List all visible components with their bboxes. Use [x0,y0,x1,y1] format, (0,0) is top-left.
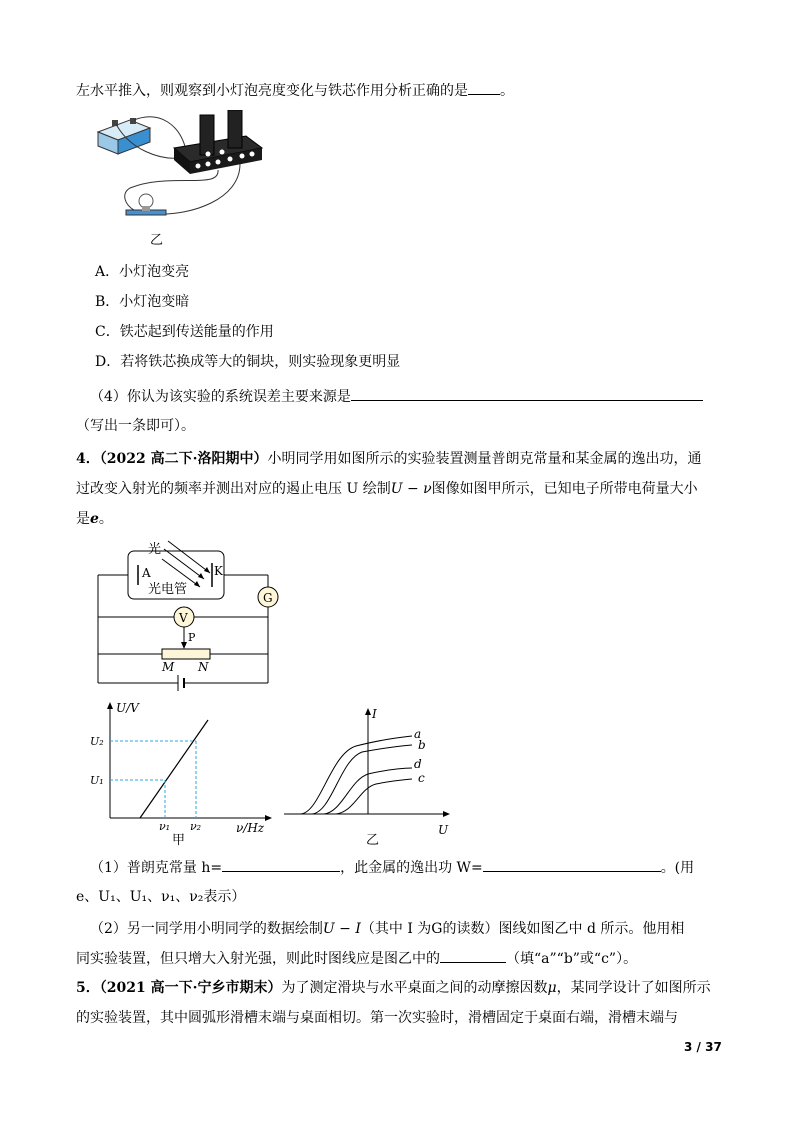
q4-stem-line1: 4．（2022 高二下·洛阳期中）小明同学用如图所示的实验装置测量普朗克常量和某金属的逸出功，通 [76,451,702,467]
graph-jia-tick-v1: ν₁ [159,820,171,833]
q4-sub2-blank[interactable] [440,948,506,963]
slider-label: P [188,631,196,644]
q4-sub1: （1）普朗克常量 h= ，此金属的逸出功 W= 。(用 [90,857,694,878]
graph-jia-tick-u1: U₁ [90,774,104,787]
graph-yi [280,704,460,854]
q3-option-a[interactable]: A．小灯泡变亮 [95,264,190,280]
q3-figure-caption: 乙 [150,233,164,248]
q5-stem-line1: 5．（2021 高一下·宁乡市期末）为了测定滑块与水平桌面之间的动摩擦因数μ，某同学设计了如图所示 [76,980,711,996]
q3-transformer-figure [90,110,290,250]
q4-work-function-blank[interactable] [483,857,661,872]
graph-yi-ylabel: I [372,707,377,721]
q3-stem-tail: 左水平推入，则观察到小灯泡亮度变化与铁芯作用分析正确的是 。 [76,80,514,101]
rheostat-end-n: N [198,660,209,674]
graph-jia-caption: 甲 [172,833,186,848]
graph-jia-ylabel: U/V [116,701,139,715]
voltmeter-label: V [179,611,188,625]
q4-planck-blank[interactable] [222,857,340,872]
graph-jia [88,700,288,850]
graph-jia-xlabel: ν/Hz [236,821,265,835]
q3-answer-blank[interactable] [468,80,500,95]
galvanometer-label: G [263,591,273,605]
q3-sub4-note: （写出一条即可）。 [76,418,195,434]
circuit-anode-label: A [142,566,151,580]
q3-option-b[interactable]: B．小灯泡变暗 [95,294,190,310]
q4-sub1-line2: e、U₁、U₁、ν₁、ν₂表示） [76,889,246,905]
q3-option-c[interactable]: C．铁芯起到传送能量的作用 [95,324,274,340]
q3-sub4: （4）你认为该实验的系统误差主要来源是 [90,386,703,407]
q4-sub2-line2: 同实验装置，但只增大入射光强，则此时图线应是图乙中的 （填“a”“b”或“c”）。 [76,948,637,969]
q4-stem-line3: 是e。 [76,511,113,527]
q3-option-d[interactable]: D．若将铁芯换成等大的铜块，则实验现象更明显 [95,354,401,370]
graph-jia-tick-v2: ν₂ [190,820,202,833]
graph-jia-line [140,720,208,818]
curve-label-b: b [418,738,426,752]
curve-a [300,736,412,814]
curve-label-a: a [414,727,422,741]
q5-stem-line2: 的实验装置，其中圆弧形滑槽末端与桌面相切。第一次实验时，滑槽固定于桌面右端，滑槽末端与 [76,1010,678,1026]
q4-circuit-diagram [92,535,292,695]
curve-label-c: c [418,771,425,785]
curve-label-d: d [414,757,422,771]
graph-yi-xlabel: U [438,823,449,837]
circuit-light-label: 光 [148,542,162,557]
page-number: 3 / 37 [684,1040,722,1054]
curve-c [336,779,412,814]
graph-jia-tick-u2: U₂ [90,735,104,748]
circuit-tube-label: 光电管 [148,582,188,597]
curve-b [312,745,412,814]
q4-stem-line2: 过改变入射光的频率并测出对应的遏止电压 U 绘制U − ν图像如图甲所示，已知电子所带电荷量大小 [76,481,698,497]
circuit-cathode-label: K [214,564,223,578]
graph-yi-caption: 乙 [366,833,380,848]
q4-sub2: （2）另一同学用小明同学的数据绘制U − I（其中 I 为G的读数）图线如图乙中 d 所示。他用相 [90,921,685,937]
q3-sub4-blank[interactable] [351,386,703,401]
rheostat-end-m: M [162,660,175,674]
